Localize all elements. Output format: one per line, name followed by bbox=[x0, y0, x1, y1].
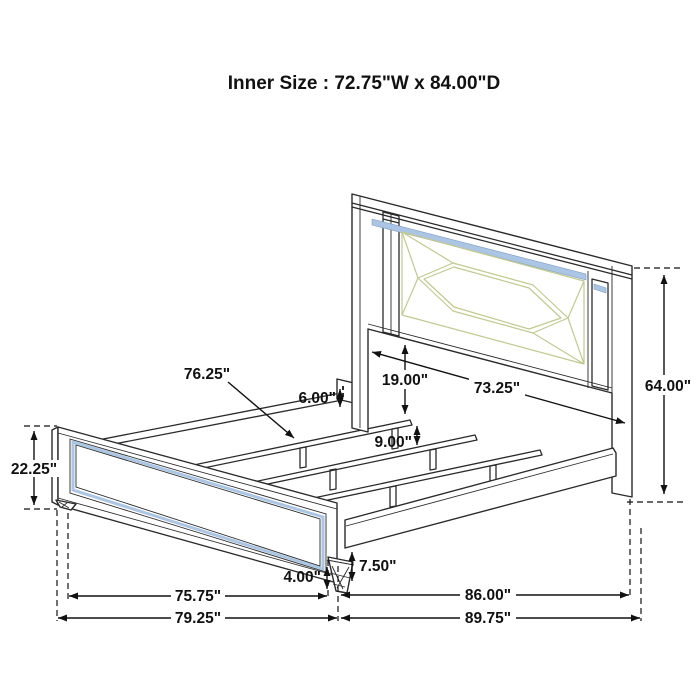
dim-rail-spacing bbox=[374, 426, 417, 451]
dim-overall-length bbox=[341, 609, 640, 627]
diagram-title: Inner Size : 72.75"W x 84.00"D bbox=[227, 73, 501, 94]
dim-label-22-25: 22.25" bbox=[10, 461, 58, 478]
dim-label-19-00: 19.00" bbox=[381, 372, 429, 389]
dim-underbed-clearance bbox=[352, 552, 397, 581]
dim-footboard-inner-width bbox=[69, 587, 327, 605]
dim-label-89-75: 89.75" bbox=[464, 610, 512, 627]
dim-label-73-25: 73.25" bbox=[473, 380, 521, 397]
dim-bracket-height bbox=[298, 389, 340, 407]
dim-headboard-height bbox=[642, 275, 694, 494]
dim-frame-length bbox=[341, 586, 629, 604]
dim-label-86-00: 86.00" bbox=[464, 587, 512, 604]
dim-foot-height bbox=[283, 567, 327, 589]
dim-panel-to-rail-gap bbox=[380, 345, 430, 414]
dim-label-6-00: 6.00" bbox=[298, 390, 336, 407]
footboard bbox=[52, 427, 337, 583]
dim-label-7-50: 7.50" bbox=[359, 558, 397, 575]
dim-label-64-00: 64.00" bbox=[644, 378, 692, 395]
dim-label-75-75: 75.75" bbox=[174, 588, 222, 605]
dim-label-76-25: 76.25" bbox=[183, 366, 231, 383]
dim-label-79-25: 79.25" bbox=[174, 610, 222, 627]
dim-label-4-00: 4.00" bbox=[283, 569, 321, 586]
dim-footboard-overall-width bbox=[58, 609, 337, 627]
dim-label-9-00: 9.00" bbox=[374, 434, 412, 451]
side-rail-near-molding bbox=[346, 454, 613, 526]
